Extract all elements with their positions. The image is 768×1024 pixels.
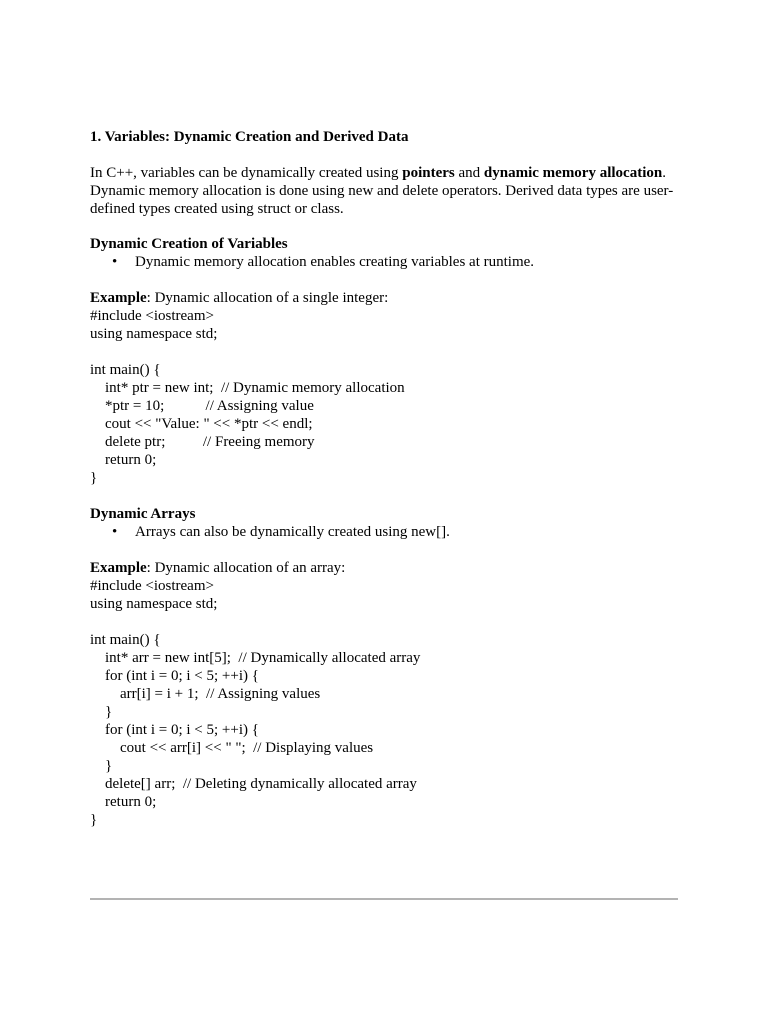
code-block-single-integer — [90, 307, 678, 487]
list-item — [90, 253, 678, 271]
code-line: delete ptr; // Freeing memory — [90, 434, 315, 450]
bullet-text: Arrays can also be dynamically created using new[]. — [135, 524, 450, 540]
section-title: 1. Variables: Dynamic Creation and Derived Data — [90, 129, 409, 145]
bullet-text: Dynamic memory allocation enables creating variables at runtime. — [135, 254, 535, 270]
code-line: } — [90, 812, 98, 828]
intro-bold-pointers: pointers — [402, 165, 455, 181]
code-line — [90, 613, 678, 631]
bullet-icon: • — [112, 254, 118, 270]
subheading-dynamic-creation: Dynamic Creation of Variables — [90, 236, 288, 252]
code-line: } — [90, 470, 98, 486]
code-line: cout << "Value: " << *ptr << endl; — [90, 416, 313, 432]
code-line: #include <iostream> — [90, 308, 214, 324]
code-line: int* ptr = new int; // Dynamic memory allocation — [90, 380, 405, 396]
code-line: } — [90, 704, 113, 720]
code-line: int* arr = new int[5]; // Dynamically allocated array — [90, 650, 421, 666]
horizontal-divider — [90, 898, 678, 900]
example-line-1 — [90, 289, 678, 307]
example-line-2 — [90, 559, 678, 577]
code-line: *ptr = 10; // Assigning value — [90, 398, 314, 414]
code-line: return 0; — [90, 794, 157, 810]
bullet-list-2 — [90, 523, 678, 541]
bullet-icon: • — [112, 524, 118, 540]
intro-text-2: and — [454, 165, 484, 181]
intro-text-1: In C++, variables can be dynamically created using — [90, 165, 403, 181]
code-line: return 0; — [90, 452, 157, 468]
example-label: Example — [90, 290, 147, 306]
code-line: int main() { — [90, 362, 161, 378]
code-line: } — [90, 758, 113, 774]
code-line: for (int i = 0; i < 5; ++i) { — [90, 668, 259, 684]
list-item — [90, 523, 678, 541]
code-block-array — [90, 577, 678, 829]
code-line: using namespace std; — [90, 326, 218, 342]
intro-text-3: . Dynamic memory allocation is done using new and delete operators. Derived data types are user-defined types created using struct or class. — [90, 165, 674, 217]
example-text: : Dynamic allocation of a single integer: — [146, 290, 389, 306]
code-line: using namespace std; — [90, 596, 218, 612]
document-page — [90, 128, 678, 829]
example-text: : Dynamic allocation of an array: — [146, 560, 346, 576]
bullet-list-1 — [90, 253, 678, 271]
code-line: for (int i = 0; i < 5; ++i) { — [90, 722, 259, 738]
example-label: Example — [90, 560, 147, 576]
code-line: cout << arr[i] << " "; // Displaying values — [90, 740, 374, 756]
code-line — [90, 343, 678, 361]
code-line: delete[] arr; // Deleting dynamically allocated array — [90, 776, 417, 792]
intro-paragraph — [90, 164, 678, 218]
code-line: int main() { — [90, 632, 161, 648]
code-line: #include <iostream> — [90, 578, 214, 594]
subheading-dynamic-arrays: Dynamic Arrays — [90, 506, 196, 522]
code-line: arr[i] = i + 1; // Assigning values — [90, 686, 321, 702]
intro-bold-dma: dynamic memory allocation — [483, 165, 663, 181]
